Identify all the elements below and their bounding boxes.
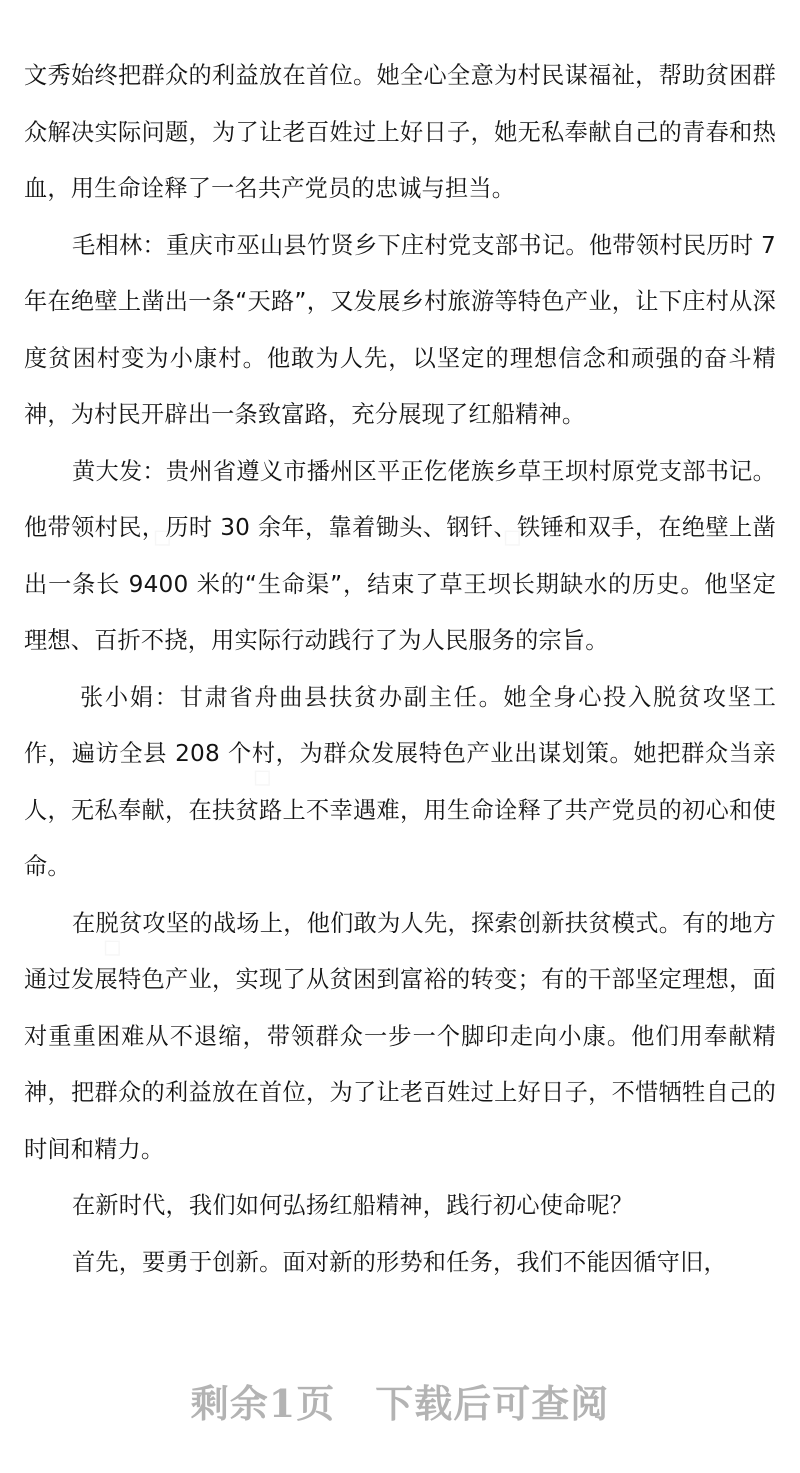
document-body	[24, 48, 776, 1291]
download-banner[interactable]	[0, 1370, 800, 1430]
paragraph: 张小娟：甘肃省舟曲县扶贫办副主任。她全身心投入脱贫攻坚工作，遍访全县 208 个村，为群众发展特色产业出谋划策。她把群众当亲人，无私奉献，在扶贫路上不幸遇难，用生命诠释了共产党员的初心和使命。	[24, 683, 776, 880]
paragraph: 在脱贫攻坚的战场上，他们敢为人先，探索创新扶贫模式。有的地方通过发展特色产业，实现了从贫困到富裕的转变；有的干部坚定理想，面对重重困难从不退缩，带领群众一步一个脚印走向小康。他们用奉献精神，把群众的利益放在首位，为了让老百姓过上好日子，不惜牺牲自己的时间和精力。	[24, 909, 776, 1163]
remaining-pages-label: 剩余1页	[190, 1380, 336, 1426]
download-prompt-label[interactable]: 下载后可查阅	[375, 1380, 610, 1426]
paragraph: 黄大发：贵州省遵义市播州区平正仡佬族乡草王坝村原党支部书记。他带领村民，历时 30 余年，靠着锄头、钢钎、铁锤和双手，在绝壁上凿出一条长 9400 米的“生命渠”，结束了草王坝长期缺水的历史。他坚定理想、百折不挠，用实际行动践行了为人民服务的宗旨。	[24, 457, 776, 654]
paragraph: 在新时代，我们如何弘扬红船精神，践行初心使命呢？	[72, 1192, 634, 1219]
paragraph: 文秀始终把群众的利益放在首位。她全心全意为村民谋福祉，帮助贫困群众解决实际问题，为了让老百姓过上好日子，她无私奉献自己的青春和热血，用生命诠释了一名共产党员的忠诚与担当。	[24, 62, 776, 202]
paragraph: 首先，要勇于创新。面对新的形势和任务，我们不能因循守旧，	[72, 1248, 727, 1276]
paragraph: 毛相林：重庆市巫山县竹贤乡下庄村党支部书记。他带领村民历时 7 年在绝壁上凿出一条“天路”，又发展乡村旅游等特色产业，让下庄村从深度贫困村变为小康村。他敢为人先，以坚定的理想信念和顽强的奋斗精神，为村民开辟出一条致富路，充分展现了红船精神。	[24, 231, 776, 428]
